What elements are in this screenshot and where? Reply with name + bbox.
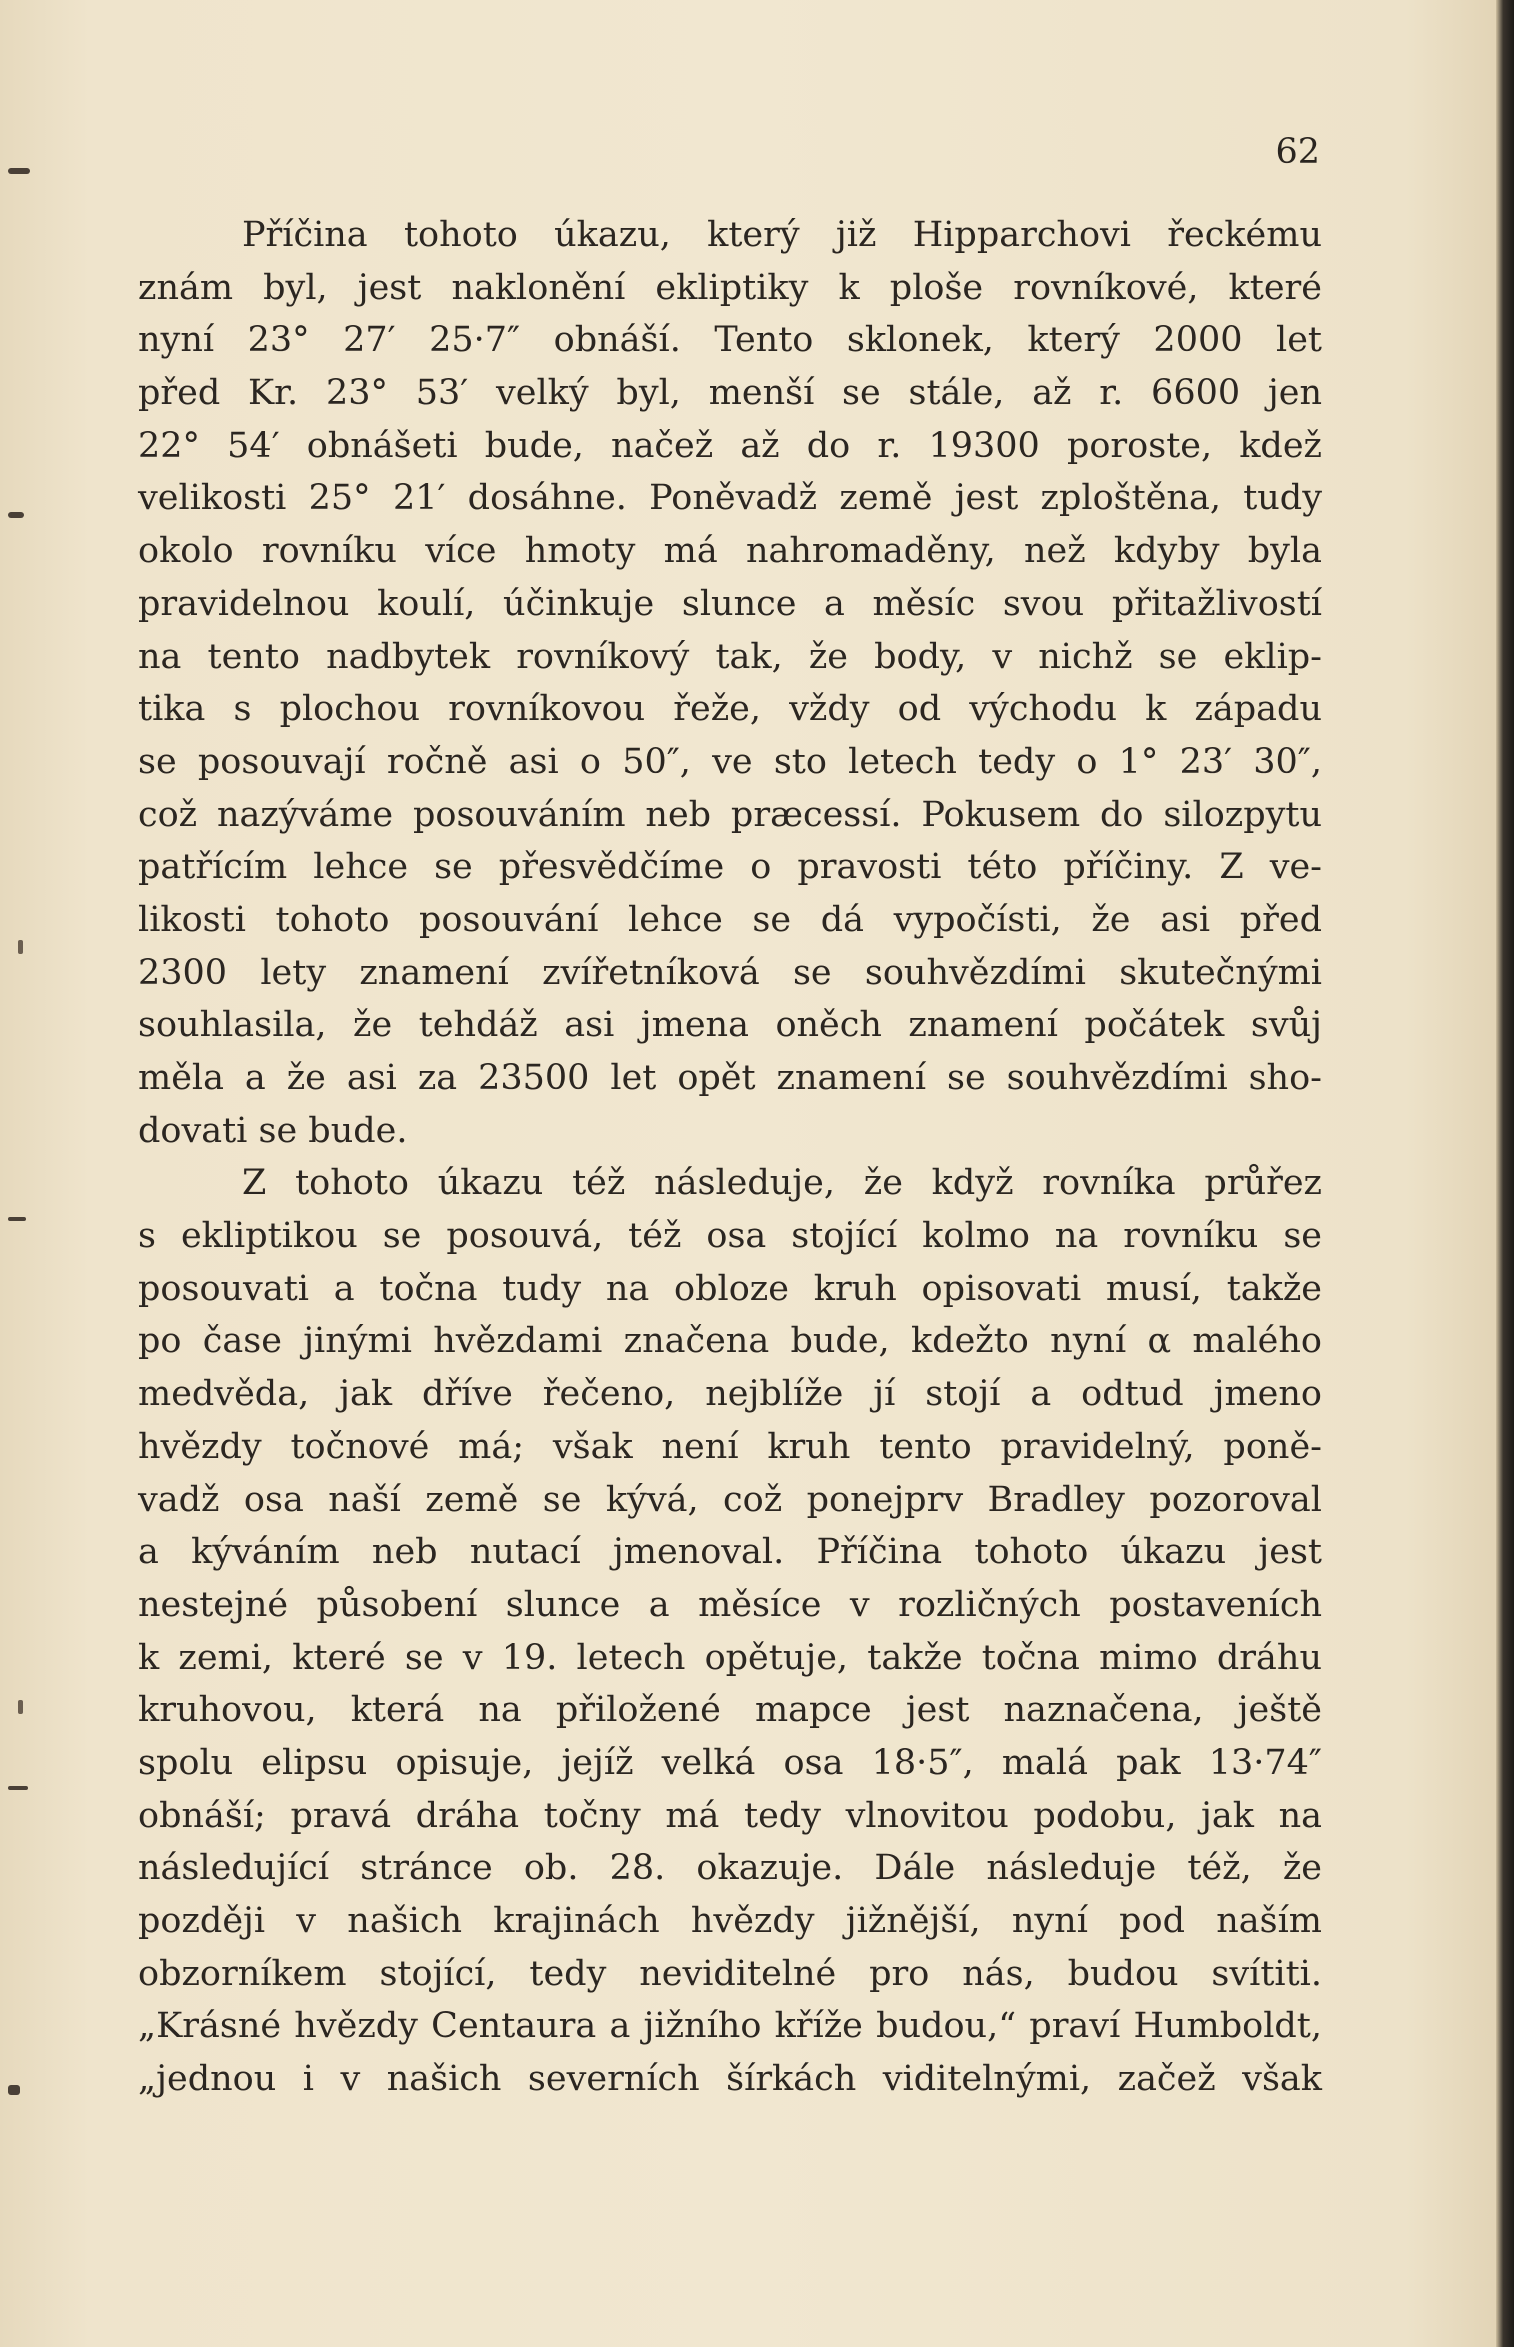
text-line: s ekliptikou se posouvá, též osa stojící kolmo na rovníku se [138, 1216, 1322, 1257]
text-line: „Krásné hvězdy Centaura a jižního kříže budou,“ praví Humboldt, [138, 2006, 1322, 2047]
text-line: souhlasila, že tehdáž asi jmena oněch znamení počátek svůj [138, 1005, 1322, 1046]
text-line: Z tohoto úkazu též následuje, že když rovníka průřez [242, 1163, 1322, 1204]
text-line: kruhovou, která na přiložené mapce jest naznačena, ještě [138, 1690, 1322, 1731]
page-edge-shadow [1496, 0, 1514, 2347]
margin-mark [8, 1786, 28, 1790]
text-line: medvěda, jak dříve řečeno, nejblíže jí stojí a odtud jmeno [138, 1374, 1322, 1415]
text-line: spolu elipsu opisuje, jejíž velká osa 18·5″, malá pak 13·74″ [138, 1742, 1322, 1783]
text-line: po čase jinými hvězdami značena bude, kdežto nyní α malého [138, 1321, 1322, 1362]
text-line: na tento nadbytek rovníkový tak, že body, v nichž se eklip- [138, 636, 1322, 677]
text-line: nyní 23° 27′ 25·7″ obnáší. Tento sklonek, který 2000 let [138, 320, 1322, 361]
text-line: znám byl, jest naklonění ekliptiky k ploše rovníkové, které [138, 267, 1322, 308]
margin-mark [8, 512, 24, 518]
text-line: velikosti 25° 21′ dosáhne. Poněvadž země jest zploštěna, tudy [138, 478, 1322, 519]
text-line: měla a že asi za 23500 let opět znamení se souhvězdími sho- [138, 1058, 1322, 1098]
text-line: vadž osa naší země se kývá, což ponejprv Bradley pozoroval [138, 1479, 1322, 1520]
text-line: nestejné působení slunce a měsíce v rozličných postaveních [138, 1584, 1322, 1625]
body-text [138, 209, 1322, 2106]
text-line: 22° 54′ obnášeti bude, načež až do r. 19300 poroste, kdež [138, 425, 1322, 466]
text-line: se posouvají ročně asi o 50″, ve sto letech tedy o 1° 23′ 30″, [138, 741, 1322, 782]
text-line: posouvati a točna tudy na obloze kruh opisovati musí, takže [138, 1268, 1322, 1309]
margin-mark [8, 2085, 20, 2095]
text-line: před Kr. 23° 53′ velký byl, menší se stále, až r. 6600 jen [138, 373, 1322, 414]
text-line: obzorníkem stojící, tedy neviditelné pro nás, budou svítiti. [138, 1953, 1322, 1994]
text-line: okolo rovníku více hmoty má nahromaděny, než kdyby byla [138, 531, 1322, 572]
text-line: hvězdy točnové má; však není kruh tento pravidelný, poně- [138, 1426, 1322, 1467]
margin-mark [8, 1217, 26, 1221]
text-line: dovati se bude. [138, 1110, 408, 1151]
text-line: k zemi, které se v 19. letech opětuje, takže točna mimo dráhu [138, 1637, 1322, 1678]
text-line: což nazýváme posouváním neb præcessí. Pokusem do silozpytu [138, 794, 1322, 835]
text-line: pravidelnou koulí, účinkuje slunce a měsíc svou přitažlivostí [138, 583, 1322, 624]
text-line: obnáší; pravá dráha točny má tedy vlnovitou podobu, jak na [138, 1795, 1322, 1836]
text-line: Příčina tohoto úkazu, který již Hipparchovi řeckému [242, 215, 1322, 255]
margin-mark [8, 168, 30, 174]
text-line: tika s plochou rovníkovou řeže, vždy od východu k západu [138, 689, 1322, 730]
text-line: 2300 lety znamení zvířetníková se souhvězdími skutečnými [138, 952, 1322, 993]
text-line: likosti tohoto posouvání lehce se dá vypočísti, že asi před [138, 899, 1322, 940]
page-number: 62 [1275, 132, 1320, 172]
margin-mark [18, 940, 23, 954]
text-line: patřícím lehce se přesvědčíme o pravosti této příčiny. Z ve- [138, 847, 1322, 888]
text-line: „jednou i v našich severních šírkách viditelnými, začež však [138, 2059, 1322, 2100]
text-line: později v našich krajinách hvězdy jižnější, nyní pod naším [138, 1901, 1322, 1941]
margin-mark [18, 1700, 23, 1714]
text-line: a kýváním neb nutací jmenoval. Příčina tohoto úkazu jest [138, 1532, 1322, 1573]
text-line: následující stránce ob. 28. okazuje. Dále následuje též, že [138, 1848, 1322, 1889]
